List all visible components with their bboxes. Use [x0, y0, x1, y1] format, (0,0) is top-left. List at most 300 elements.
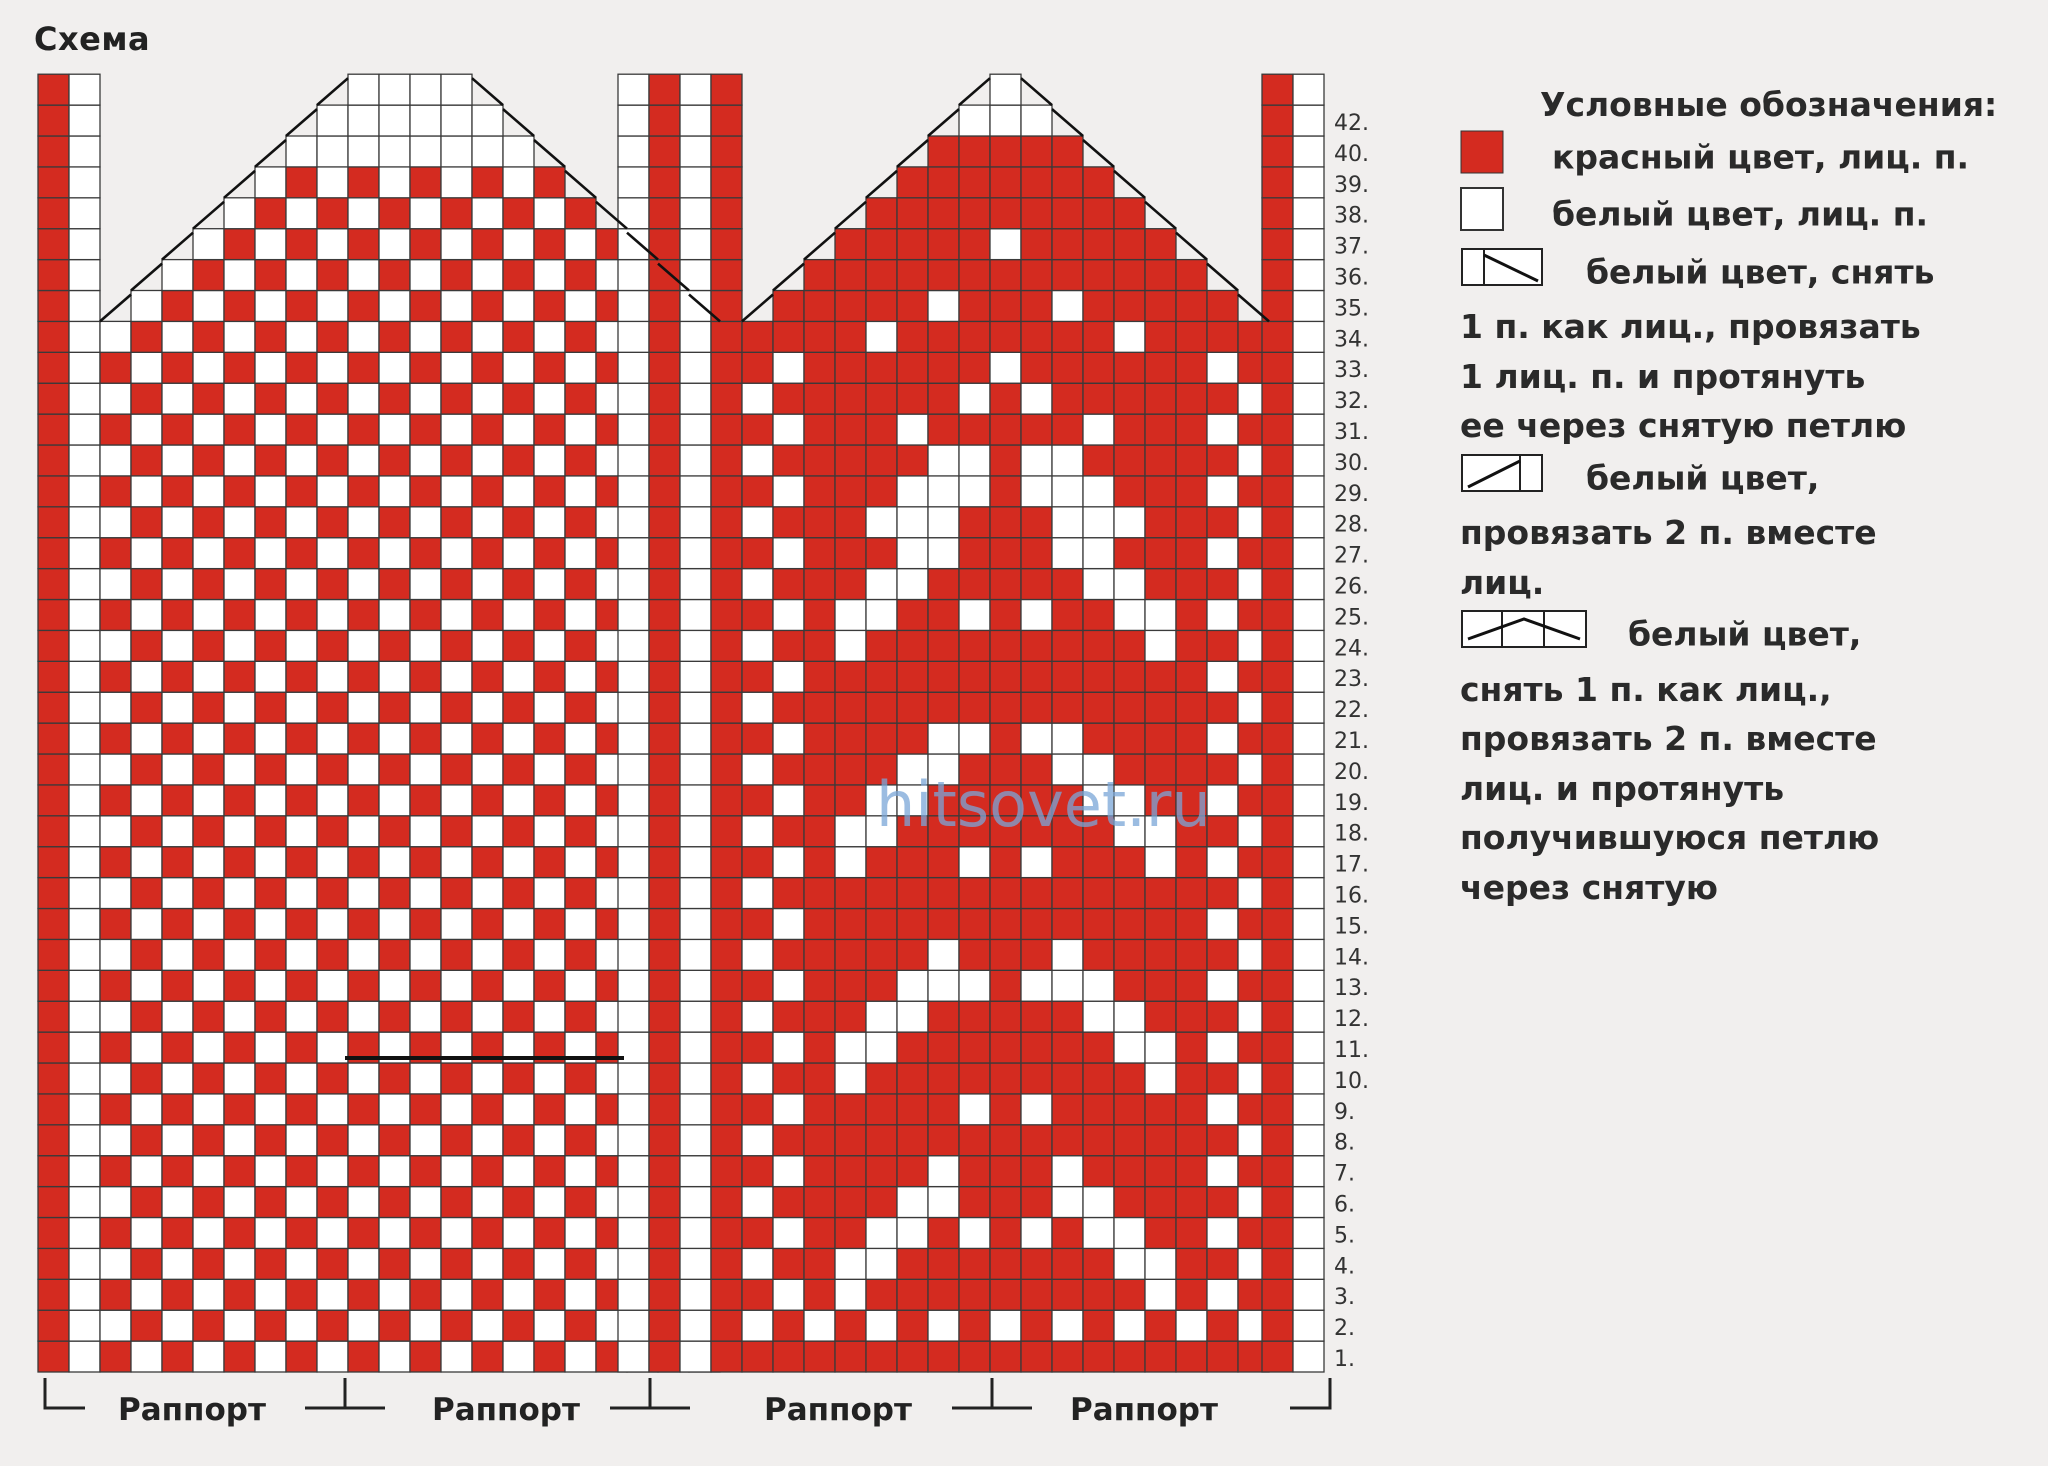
red-cell — [565, 569, 596, 600]
red-cell — [441, 198, 472, 229]
white-cell — [928, 970, 959, 1001]
white-cell — [534, 939, 565, 970]
red-cell — [742, 1341, 773, 1372]
red-cell — [928, 167, 959, 198]
red-cell — [379, 1001, 410, 1032]
white-cell — [1207, 1218, 1238, 1249]
red-cell — [379, 260, 410, 291]
decrease-stroke — [224, 171, 255, 198]
red-cell — [286, 1094, 317, 1125]
red-cell — [804, 507, 835, 538]
edge-red-cell — [38, 229, 69, 260]
red-cell — [742, 1218, 773, 1249]
red-cell — [317, 445, 348, 476]
red-cell — [131, 1310, 162, 1341]
red-cell — [1052, 229, 1083, 260]
red-cell — [193, 630, 224, 661]
white-cell — [441, 1341, 472, 1372]
edge-white-cell — [1293, 569, 1324, 600]
white-cell — [472, 569, 503, 600]
white-cell — [193, 1094, 224, 1125]
red-cell — [1114, 1279, 1145, 1310]
edge-white-cell — [69, 1341, 100, 1372]
red-cell — [990, 1094, 1021, 1125]
strip-red-cell — [649, 1125, 680, 1156]
strip-red-cell — [711, 383, 742, 414]
edge-red-cell — [1262, 1187, 1293, 1218]
edge-red-cell — [1262, 167, 1293, 198]
red-cell — [1176, 321, 1207, 352]
red-cell — [928, 630, 959, 661]
red-cell — [379, 321, 410, 352]
white-cell — [100, 1001, 131, 1032]
white-cell — [162, 1310, 193, 1341]
red-cell — [897, 352, 928, 383]
red-cell — [835, 260, 866, 291]
white-cell — [928, 1310, 959, 1341]
red-cell — [317, 754, 348, 785]
legend-item-line — [1460, 245, 2020, 303]
row-number: 15. — [1334, 914, 1369, 940]
white-cell — [224, 816, 255, 847]
red-cell — [1145, 321, 1176, 352]
red-cell — [1114, 1063, 1145, 1094]
white-cell — [100, 1187, 131, 1218]
white-cell — [131, 1279, 162, 1310]
red-cell — [565, 1248, 596, 1279]
edge-red-cell — [38, 136, 69, 167]
red-cell — [1207, 445, 1238, 476]
strip-red-cell — [711, 661, 742, 692]
red-cell — [1176, 507, 1207, 538]
strip-white-cell — [680, 321, 711, 352]
white-cell — [410, 754, 441, 785]
edge-red-cell — [1262, 1032, 1293, 1063]
red-cell — [255, 383, 286, 414]
row-number: 20. — [1334, 759, 1369, 785]
strip-red-cell — [649, 1032, 680, 1063]
red-cell — [1114, 383, 1145, 414]
strip-red-cell — [649, 723, 680, 754]
red-cell — [472, 1218, 503, 1249]
row-number: 9. — [1334, 1099, 1355, 1125]
white-cell — [410, 1310, 441, 1341]
white-cell — [742, 754, 773, 785]
strip-white-cell — [680, 630, 711, 661]
red-cell — [1114, 909, 1145, 940]
edge-red-cell — [38, 909, 69, 940]
red-cell — [959, 1125, 990, 1156]
white-cell — [131, 1094, 162, 1125]
red-cell — [534, 291, 565, 322]
white-cell — [503, 414, 534, 445]
white-cell — [928, 538, 959, 569]
red-cell — [1052, 321, 1083, 352]
white-cell — [224, 939, 255, 970]
white-cell — [162, 692, 193, 723]
white-cell — [441, 1218, 472, 1249]
red-cell — [804, 569, 835, 600]
white-cell — [379, 909, 410, 940]
strip-white-cell — [618, 167, 649, 198]
edge-red-cell — [38, 785, 69, 816]
row-number: 26. — [1334, 574, 1369, 600]
red-cell — [472, 291, 503, 322]
red-cell — [503, 1063, 534, 1094]
red-cell — [1114, 1341, 1145, 1372]
white-cell — [773, 1156, 804, 1187]
row-number: 32. — [1334, 389, 1369, 415]
white-cell — [162, 321, 193, 352]
white-cell — [255, 909, 286, 940]
white-cell — [379, 1341, 410, 1372]
red-cell — [959, 630, 990, 661]
white-cell — [1114, 507, 1145, 538]
edge-red-cell — [38, 538, 69, 569]
red-cell — [472, 167, 503, 198]
white-cell — [742, 692, 773, 723]
white-cell — [286, 1248, 317, 1279]
white-cell — [441, 229, 472, 260]
strip-red-cell — [649, 1248, 680, 1279]
red-cell — [1114, 661, 1145, 692]
white-cell — [742, 1063, 773, 1094]
strip-red-cell — [649, 878, 680, 909]
white-cell — [100, 1248, 131, 1279]
red-cell — [379, 1310, 410, 1341]
red-cell — [742, 352, 773, 383]
strip-white-cell — [680, 414, 711, 445]
red-cell — [804, 692, 835, 723]
white-cell — [1114, 1218, 1145, 1249]
row-number: 6. — [1334, 1192, 1355, 1218]
red-cell — [100, 970, 131, 1001]
red-cell — [441, 569, 472, 600]
white-cell — [1021, 970, 1052, 1001]
edge-red-cell — [1262, 1248, 1293, 1279]
red-cell — [1176, 1032, 1207, 1063]
red-cell — [441, 260, 472, 291]
red-cell — [835, 352, 866, 383]
red-cell — [379, 569, 410, 600]
white-cell — [410, 939, 441, 970]
row-number: 28. — [1334, 512, 1369, 538]
red-cell — [348, 476, 379, 507]
edge-white-cell — [69, 816, 100, 847]
red-cell — [1083, 661, 1114, 692]
white-cell — [255, 1218, 286, 1249]
red-cell — [565, 507, 596, 538]
red-cell — [928, 847, 959, 878]
white-cell — [1083, 507, 1114, 538]
red-cell — [990, 1218, 1021, 1249]
red-cell — [990, 630, 1021, 661]
red-cell — [348, 970, 379, 1001]
strip-red-cell — [649, 939, 680, 970]
strip-white-cell — [680, 1218, 711, 1249]
white-cell — [959, 383, 990, 414]
red-cell — [534, 600, 565, 631]
strip-white-cell — [618, 352, 649, 383]
white-cell — [897, 507, 928, 538]
legend-item-line — [1460, 764, 2020, 814]
red-cell — [131, 445, 162, 476]
strip-white-cell — [618, 1248, 649, 1279]
white-cell — [348, 105, 379, 136]
red-cell — [255, 878, 286, 909]
red-cell — [1176, 1218, 1207, 1249]
white-cell — [441, 1094, 472, 1125]
red-cell — [866, 692, 897, 723]
white-cell — [1052, 1310, 1083, 1341]
white-cell — [286, 198, 317, 229]
edge-white-cell — [69, 321, 100, 352]
strip-white-cell — [618, 414, 649, 445]
red-cell — [1083, 847, 1114, 878]
edge-white-cell — [1293, 1218, 1324, 1249]
red-cell — [928, 1341, 959, 1372]
red-cell — [773, 878, 804, 909]
white-cell — [472, 754, 503, 785]
row-number: 38. — [1334, 203, 1369, 229]
red-cell — [503, 692, 534, 723]
red-cell — [1145, 1341, 1176, 1372]
white-cell — [565, 291, 596, 322]
strip-white-cell — [680, 291, 711, 322]
red-cell — [1083, 939, 1114, 970]
red-cell — [1207, 692, 1238, 723]
red-cell — [193, 939, 224, 970]
white-cell — [193, 970, 224, 1001]
red-cell — [1207, 1248, 1238, 1279]
strip-red-cell — [649, 569, 680, 600]
red-cell — [1083, 1032, 1114, 1063]
red-cell — [317, 816, 348, 847]
white-cell — [131, 909, 162, 940]
red-cell — [1114, 414, 1145, 445]
red-cell — [162, 661, 193, 692]
red-cell — [742, 847, 773, 878]
white-cell — [565, 785, 596, 816]
red-cell — [959, 569, 990, 600]
red-cell — [348, 167, 379, 198]
red-cell — [503, 569, 534, 600]
red-cell — [131, 878, 162, 909]
white-cell — [193, 538, 224, 569]
strip-white-cell — [618, 909, 649, 940]
edge-white-cell — [1293, 260, 1324, 291]
red-cell — [804, 383, 835, 414]
red-cell — [162, 1032, 193, 1063]
red-cell — [897, 600, 928, 631]
white-cell — [990, 105, 1021, 136]
white-cell — [441, 600, 472, 631]
white-cell — [1114, 1032, 1145, 1063]
white-cell — [162, 260, 193, 291]
white-cell — [773, 600, 804, 631]
red-cell — [959, 507, 990, 538]
edge-red-cell — [1262, 198, 1293, 229]
red-cell — [1176, 909, 1207, 940]
white-cell — [441, 352, 472, 383]
edge-white-cell — [69, 785, 100, 816]
red-cell — [866, 1279, 897, 1310]
strip-white-cell — [618, 1001, 649, 1032]
red-cell — [804, 909, 835, 940]
strip-red-cell — [711, 198, 742, 229]
red-cell — [742, 723, 773, 754]
white-cell — [1114, 321, 1145, 352]
white-cell — [379, 847, 410, 878]
strip-white-cell — [680, 1341, 711, 1372]
red-cell — [162, 1341, 193, 1372]
red-cell — [255, 1063, 286, 1094]
edge-white-cell — [69, 939, 100, 970]
red-cell — [255, 692, 286, 723]
red-cell — [835, 1310, 866, 1341]
red-cell — [503, 198, 534, 229]
white-cell — [348, 1001, 379, 1032]
red-cell — [804, 1001, 835, 1032]
red-cell — [742, 321, 773, 352]
red-cell — [1083, 229, 1114, 260]
red-cell — [317, 569, 348, 600]
white-cell — [742, 816, 773, 847]
white-cell — [193, 1218, 224, 1249]
red-cell — [897, 291, 928, 322]
white-cell — [131, 414, 162, 445]
red-cell — [1207, 1001, 1238, 1032]
white-cell — [317, 352, 348, 383]
strip-red-cell — [649, 260, 680, 291]
strip-white-cell — [618, 939, 649, 970]
red-cell — [410, 1094, 441, 1125]
red-cell — [928, 198, 959, 229]
strip-white-cell — [618, 1310, 649, 1341]
strip-white-cell — [680, 970, 711, 1001]
red-cell — [224, 600, 255, 631]
strip-red-cell — [649, 847, 680, 878]
red-cell — [503, 507, 534, 538]
red-cell — [835, 229, 866, 260]
red-cell — [1083, 1063, 1114, 1094]
white-cell — [317, 661, 348, 692]
strip-white-cell — [618, 878, 649, 909]
white-cell — [1207, 661, 1238, 692]
red-cell — [565, 321, 596, 352]
white-cell — [565, 352, 596, 383]
strip-red-cell — [711, 1187, 742, 1218]
white-cell — [1207, 538, 1238, 569]
white-cell — [534, 878, 565, 909]
strip-white-cell — [680, 692, 711, 723]
legend-item-text: снять 1 п. как лиц., — [1460, 669, 1832, 709]
white-cell — [348, 507, 379, 538]
red-cell — [472, 661, 503, 692]
white-cell — [286, 692, 317, 723]
red-cell — [1021, 198, 1052, 229]
edge-white-cell — [1293, 229, 1324, 260]
red-cell — [534, 167, 565, 198]
white-cell — [286, 321, 317, 352]
white-cell — [1145, 600, 1176, 631]
red-cell — [224, 1156, 255, 1187]
red-cell — [441, 1310, 472, 1341]
white-cell — [193, 661, 224, 692]
white-cell — [441, 723, 472, 754]
legend-item-line — [1460, 451, 2020, 509]
red-cell — [1021, 1279, 1052, 1310]
red-cell — [1021, 630, 1052, 661]
edge-red-cell — [1262, 661, 1293, 692]
edge-white-cell — [1293, 105, 1324, 136]
red-cell — [990, 507, 1021, 538]
edge-red-cell — [38, 1001, 69, 1032]
strip-red-cell — [649, 1279, 680, 1310]
white-cell — [1145, 847, 1176, 878]
edge-red-cell — [38, 383, 69, 414]
white-cell — [472, 1001, 503, 1032]
red-cell — [162, 1218, 193, 1249]
strip-white-cell — [618, 661, 649, 692]
edge-white-cell — [69, 661, 100, 692]
red-cell — [897, 383, 928, 414]
legend-item-text: лиц. — [1460, 562, 1545, 602]
white-cell — [255, 1032, 286, 1063]
red-cell — [1083, 321, 1114, 352]
red-cell — [162, 291, 193, 322]
white-cell — [348, 569, 379, 600]
row-number: 24. — [1334, 636, 1369, 662]
white-cell — [565, 414, 596, 445]
red-cell — [317, 198, 348, 229]
red-cell — [565, 939, 596, 970]
red-cell — [1114, 291, 1145, 322]
white-cell — [866, 1001, 897, 1032]
white-cell — [835, 1032, 866, 1063]
edge-white-cell — [69, 1310, 100, 1341]
red-cell — [534, 1341, 565, 1372]
red-cell — [804, 847, 835, 878]
red-cell — [1052, 847, 1083, 878]
white-cell — [255, 167, 286, 198]
white-cell — [441, 970, 472, 1001]
red-cell — [534, 909, 565, 940]
edge-white-cell — [1293, 1279, 1324, 1310]
white-cell — [866, 321, 897, 352]
white-cell — [742, 445, 773, 476]
white-cell — [835, 816, 866, 847]
red-cell — [928, 569, 959, 600]
strip-white-cell — [680, 136, 711, 167]
legend-item-text: красный цвет, лиц. п. — [1552, 136, 1970, 176]
edge-red-cell — [1262, 878, 1293, 909]
white-cell — [441, 909, 472, 940]
red-cell — [472, 352, 503, 383]
white-cell — [1207, 1032, 1238, 1063]
red-cell — [379, 1248, 410, 1279]
white-cell — [131, 661, 162, 692]
red-cell — [1052, 878, 1083, 909]
white-cell — [503, 352, 534, 383]
red-cell — [441, 692, 472, 723]
white-cell — [472, 383, 503, 414]
strip-red-cell — [711, 692, 742, 723]
white-cell — [742, 630, 773, 661]
red-cell — [1083, 445, 1114, 476]
red-cell — [193, 1248, 224, 1279]
red-cell — [804, 1063, 835, 1094]
